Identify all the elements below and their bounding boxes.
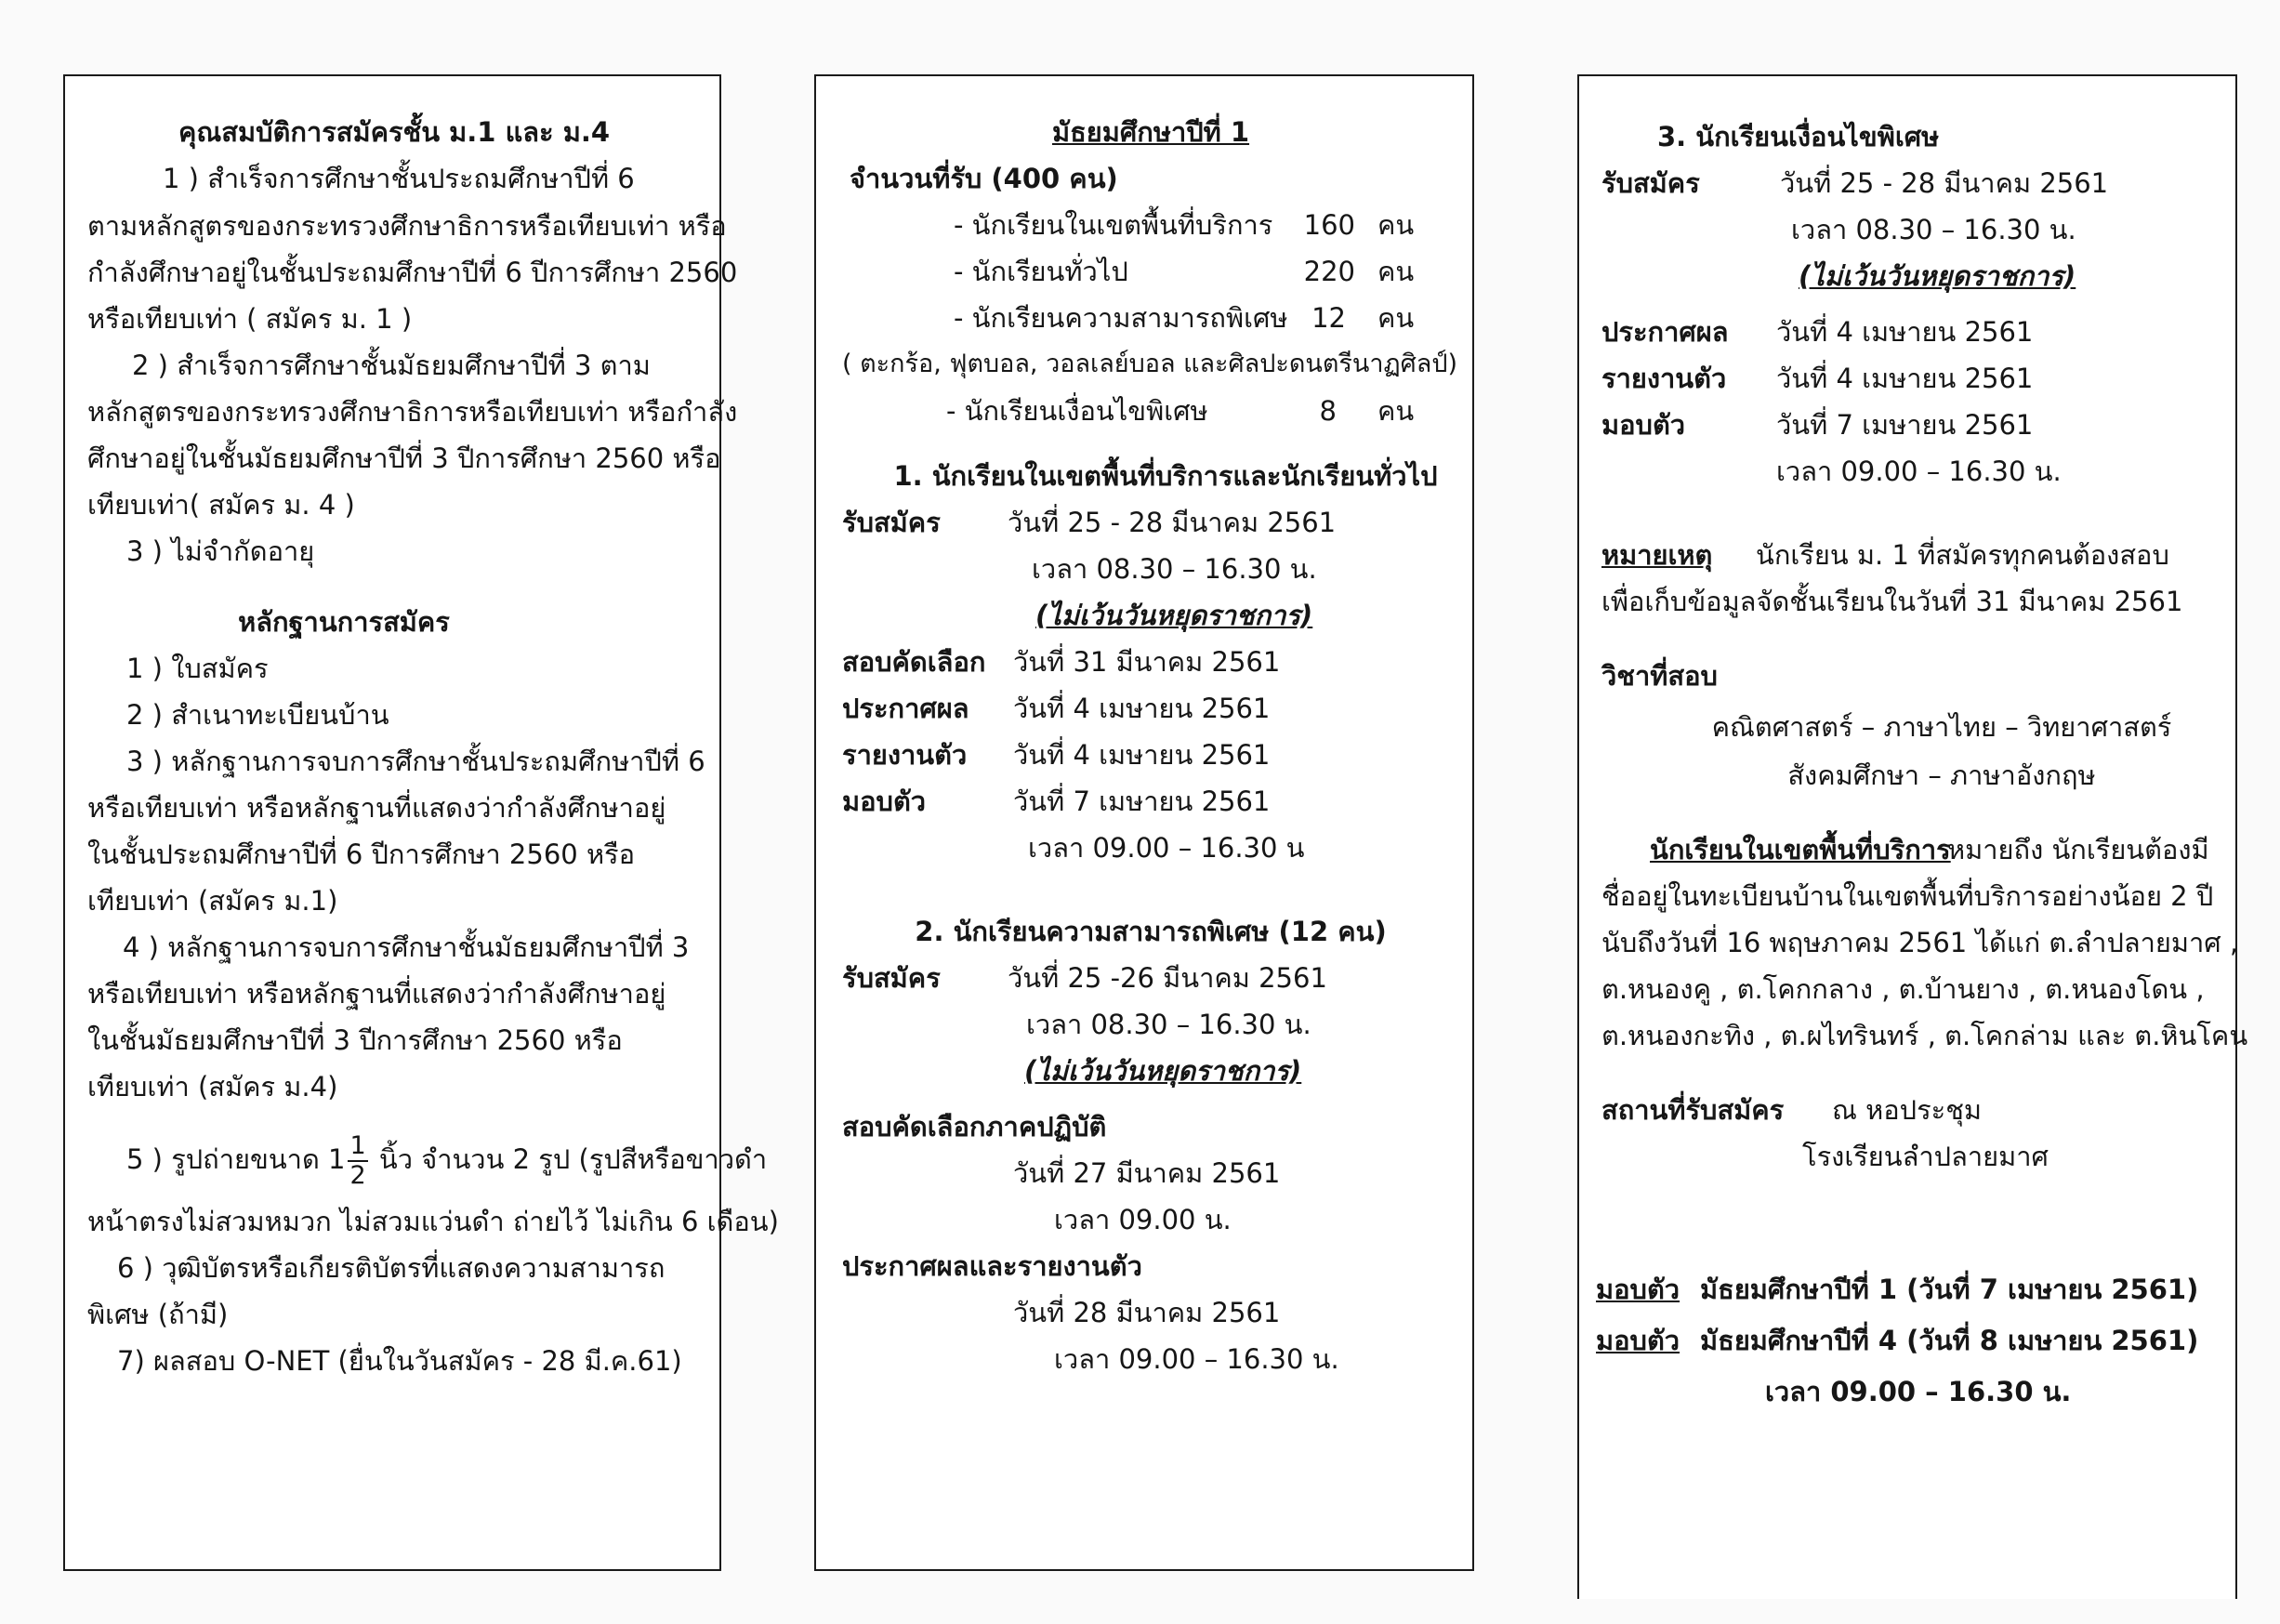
sec2-result-date: วันที่ 28 มีนาคม 2561 (1013, 1297, 1281, 1328)
quota-label: - นักเรียนทั่วไป (954, 256, 1128, 287)
evidence-line: เทียบเท่า (สมัคร ม.4) (87, 1071, 338, 1102)
qual-line: 1 ) สำเร็จการศึกษาชั้นประถมศึกษาปีที่ 6 (163, 163, 635, 194)
report-time: เวลา 09.00 – 16.30 น. (1765, 1376, 2072, 1407)
sec3-row-label: รายงานตัว (1601, 363, 1727, 394)
sec2-apply-label: รับสมัคร (842, 962, 941, 994)
service-line: ต.หนองกะทิง , ต.ผไทรินทร์ , ต.โคกล่าม และ ต.หินโคน (1601, 1020, 2248, 1051)
evidence-line: 3 ) หลักฐานการจบการศึกษาชั้นประถมศึกษาปีที่ 6 (126, 746, 705, 777)
quota-label: - นักเรียนในเขตพื้นที่บริการ (954, 209, 1273, 241)
qual-line: ตามหลักสูตรของกระทรวงศึกษาธิการหรือเทียบเท่า หรือ (87, 210, 727, 242)
sec3-title: 3. นักเรียนเงื่อนไขพิเศษ (1657, 121, 1940, 152)
special-note: ( ตะกร้อ, ฟุตบอล, วอลเลย์บอล และศิลปะดนตรีนาฏศิลป์) (842, 350, 1458, 378)
qual-line: 3 ) ไม่จำกัดอายุ (126, 535, 315, 567)
quota-heading: จำนวนที่รับ (400 คน) (850, 163, 1118, 194)
quota-unit: คน (1377, 256, 1415, 287)
special-conditions-panel (1577, 74, 2248, 1599)
report-m1: มัธยมศึกษาปีที่ 1 (วันที่ 7 เมษายน 2561) (1700, 1274, 2199, 1305)
sec2-practical-date: วันที่ 27 มีนาคม 2561 (1013, 1157, 1281, 1189)
evidence-line: ในชั้นมัธยมศึกษาปีที่ 3 ปีการศึกษา 2560 หรือ (87, 1024, 623, 1056)
qual-line: กำลังศึกษาอยู่ในชั้นประถมศึกษาปีที่ 6 ปีการศึกษา 2560 (87, 257, 738, 288)
sec1-apply-label: รับสมัคร (842, 507, 941, 538)
quota-count: 8 (1319, 395, 1337, 427)
sec3-apply-time: เวลา 08.30 – 16.30 น. (1791, 214, 2076, 245)
m1-title: มัธยมศึกษาปีที่ 1 (1051, 116, 1250, 148)
qualifications-panel (63, 74, 779, 1571)
report-m4: มัธยมศึกษาปีที่ 4 (วันที่ 8 เมษายน 2561) (1700, 1325, 2199, 1356)
note-line-2: เพื่อเก็บข้อมูลจัดชั้นเรียนในวันที่ 31 มีนาคม 2561 (1601, 586, 2183, 617)
sec1-title: 1. นักเรียนในเขตพื้นที่บริการและนักเรียนทั่วไป (893, 460, 1438, 492)
evidence-line: 2 ) สำเนาทะเบียนบ้าน (126, 699, 389, 731)
photo-suffix: นิ้ว จำนวน 2 รูป (รูปสีหรือขาวดำ (378, 1143, 768, 1175)
sec3-no-holiday: (ไม่เว้นวันหยุดราชการ) (1799, 260, 2076, 292)
sec2-practical-label: สอบคัดเลือกภาคปฏิบัติ (842, 1111, 1107, 1142)
sec3-row-value: วันที่ 7 เมษายน 2561 (1776, 409, 2034, 441)
evidence-title: หลักฐานการสมัคร (238, 606, 450, 638)
evidence-line: เทียบเท่า (สมัคร ม.1) (87, 885, 338, 917)
sec1-apply-time: เวลา 08.30 – 16.30 น. (1032, 553, 1317, 585)
sec1-row-value: วันที่ 4 เมษายน 2561 (1013, 739, 1271, 771)
note-line: นักเรียน ม. 1 ที่สมัครทุกคนต้องสอบ (1756, 539, 2169, 571)
service-line: หมายถึง นักเรียนต้องมี (1947, 834, 2209, 865)
sec2-result-time: เวลา 09.00 – 16.30 น. (1054, 1343, 1339, 1375)
sec1-row-value: วันที่ 7 เมษายน 2561 (1013, 786, 1271, 817)
service-line: ต.หนองคู , ต.โคกกลาง , ต.บ้านยาง , ต.หนองโดน , (1601, 973, 2205, 1005)
quota-unit: คน (1377, 395, 1415, 427)
qual-line: 2 ) สำเร็จการศึกษาชั้นมัธยมศึกษาปีที่ 3 ตาม (132, 350, 651, 381)
sec1-row-label: สอบคัดเลือก (842, 646, 986, 678)
sec1-row-label: มอบตัว (842, 786, 927, 817)
evidence-line: 1 ) ใบสมัคร (126, 653, 269, 684)
subjects-title: วิชาที่สอบ (1601, 660, 1718, 692)
photo-line-2: หน้าตรงไม่สวมหมวก ไม่สวมแว่นดำ ถ่ายไว้ ไม่เกิน 6 เดือน) (87, 1206, 779, 1237)
sec2-no-holiday: (ไม่เว้นวันหยุดราชการ) (1024, 1055, 1302, 1087)
sec1-row-label: รายงานตัว (842, 739, 968, 771)
fraction-numerator: 1 (349, 1131, 366, 1160)
sec2-title: 2. นักเรียนความสามารถพิเศษ (12 คน) (915, 916, 1387, 947)
fraction-denominator: 2 (349, 1161, 366, 1190)
quota-count: 12 (1311, 302, 1346, 334)
m1-schedule-panel (814, 74, 1474, 1571)
qual-line: หลักสูตรของกระทรวงศึกษาธิการหรือเทียบเท่า หรือกำลัง (87, 396, 738, 428)
evidence-line: หรือเทียบเท่า หรือหลักฐานที่แสดงว่ากำลังศึกษาอยู่ (87, 792, 666, 824)
one-half-fraction (348, 1132, 367, 1190)
sec2-apply-time: เวลา 08.30 – 16.30 น. (1026, 1009, 1311, 1040)
sec1-row-value: วันที่ 31 มีนาคม 2561 (1013, 646, 1281, 678)
report-label: มอบตัว (1596, 1325, 1680, 1356)
sec3-apply-label: รับสมัคร (1601, 167, 1700, 199)
sec3-row-value: วันที่ 4 เมษายน 2561 (1776, 316, 2034, 348)
quota-count: 160 (1303, 209, 1355, 241)
quota-count: 220 (1303, 256, 1355, 287)
sec3-apply-date: วันที่ 25 - 28 มีนาคม 2561 (1780, 167, 2109, 199)
sec1-final-time: เวลา 09.00 – 16.30 น (1028, 832, 1305, 864)
cert-line-2: พิเศษ (ถ้ามี) (87, 1299, 229, 1330)
sec3-row-value: วันที่ 4 เมษายน 2561 (1776, 363, 2034, 394)
qualifications-title: คุณสมบัติการสมัครชั้น ม.1 และ ม.4 (178, 116, 611, 148)
sec2-apply-date: วันที่ 25 -26 มีนาคม 2561 (1008, 962, 1327, 994)
sec1-apply-date: วันที่ 25 - 28 มีนาคม 2561 (1008, 507, 1337, 538)
photo-line (126, 1122, 767, 1196)
sec3-row-label: ประกาศผล (1601, 316, 1729, 348)
evidence-line: 4 ) หลักฐานการจบการศึกษาชั้นมัธยมศึกษาปีที่ 3 (123, 931, 690, 963)
evidence-line: ในชั้นประถมศึกษาปีที่ 6 ปีการศึกษา 2560 หรือ (87, 838, 636, 870)
sec2-practical-time: เวลา 09.00 น. (1054, 1204, 1232, 1235)
quota-label: - นักเรียนความสามารถพิเศษ (954, 302, 1288, 334)
subjects-line: คณิตศาสตร์ – ภาษาไทย – วิทยาศาสตร์ (1711, 711, 2172, 743)
subjects-line: สังคมศึกษา – ภาษาอังกฤษ (1787, 759, 2096, 791)
service-line: ชื่ออยู่ในทะเบียนบ้านในเขตพื้นที่บริการอย่างน้อย 2 ปี (1601, 880, 2214, 912)
sec2-result-label: ประกาศผลและรายงานตัว (842, 1250, 1142, 1282)
qual-line: หรือเทียบเท่า ( สมัคร ม. 1 ) (87, 303, 413, 335)
evidence-line: หรือเทียบเท่า หรือหลักฐานที่แสดงว่ากำลังศึกษาอยู่ (87, 978, 666, 1010)
sec1-row-label: ประกาศผล (842, 693, 969, 724)
qual-line: เทียบเท่า( สมัคร ม. 4 ) (87, 489, 355, 521)
qual-line: ศึกษาอยู่ในชั้นมัธยมศึกษาปีที่ 3 ปีการศึกษา 2560 หรือ (87, 442, 721, 474)
sec3-final-time: เวลา 09.00 – 16.30 น. (1776, 456, 2062, 487)
venue-line: ณ หอประชุม (1832, 1094, 1983, 1126)
venue-line-2: โรงเรียนลำปลายมาศ (1802, 1141, 2049, 1172)
venue-label: สถานที่รับสมัคร (1601, 1094, 1785, 1126)
quota-unit: คน (1377, 209, 1415, 241)
onet-line: 7) ผลสอบ O-NET (ยื่นในวันสมัคร - 28 มี.ค.61) (117, 1345, 682, 1377)
photo-prefix: 5 ) รูปถ่ายขนาด 1 (126, 1143, 346, 1175)
sec3-row-label: มอบตัว (1601, 409, 1686, 441)
service-line: นับถึงวันที่ 16 พฤษภาคม 2561 ได้แก่ ต.ลำปลายมาศ , (1601, 927, 2239, 958)
cert-line: 6 ) วุฒิบัตรหรือเกียรติบัตรที่แสดงความสามารถ (117, 1252, 666, 1284)
sec1-row-value: วันที่ 4 เมษายน 2561 (1013, 693, 1271, 724)
quota-unit: คน (1377, 302, 1415, 334)
sec1-no-holiday: (ไม่เว้นวันหยุดราชการ) (1035, 600, 1313, 631)
note-label: หมายเหตุ (1601, 539, 1713, 571)
report-label: มอบตัว (1596, 1274, 1680, 1305)
quota-label: - นักเรียนเงื่อนไขพิเศษ (946, 395, 1208, 427)
service-area-label: นักเรียนในเขตพื้นที่บริการ (1650, 834, 1951, 865)
